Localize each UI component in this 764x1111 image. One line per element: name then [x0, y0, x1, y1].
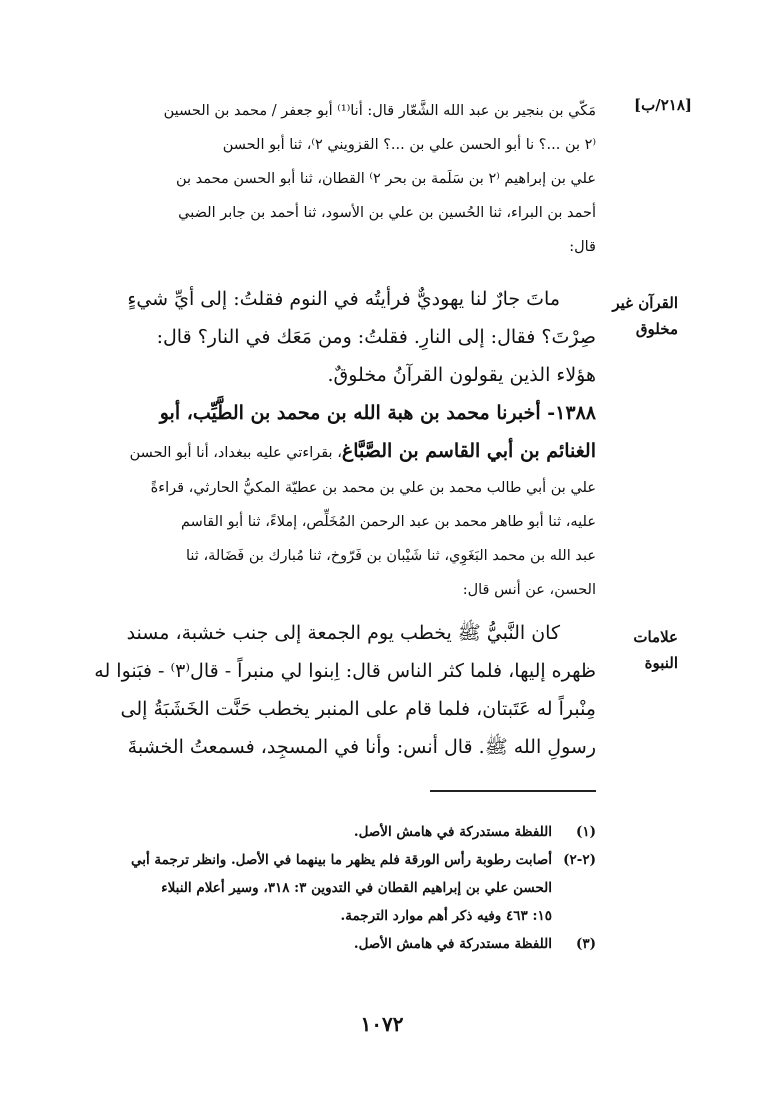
hadith-heading-line	[92, 432, 596, 471]
footnote-continuation: الحسن علي بن إبراهيم القطان في التدوين ٣: ٣١٨، وسير أعلام النبلاء	[161, 880, 552, 896]
text-line: الحسن، عن أنس قال:	[462, 582, 596, 598]
footnotes	[92, 818, 596, 958]
hadith-heading-tail: ، بقراءتي عليه ببغداد، أنا أبو الحسن	[129, 445, 342, 461]
footnote	[92, 930, 596, 958]
text-line: مِنْبراً له عَتَبتان، فلما قام على المنبر يخطب حَنَّت الخَشَبَةُ إلى	[120, 698, 596, 720]
footnote-text: أصابت رطوبة رأس الورقة فلم يظهر ما بينهما في الأصل. وانظر ترجمة أبي	[130, 852, 552, 868]
footnote-number: (١)	[575, 824, 596, 840]
text-line: ظهره إليها، فلما كثر الناس قال: اِبنوا لي منبراً - قال⁽٣⁾ - فبَنوا له	[94, 660, 596, 682]
text-line: ⁽٢ بن ...؟ نا أبو الحسن علي بن ...؟ القزويني ٢⁾، ثنا أبو الحسن	[222, 137, 596, 153]
text-line: عليه، ثنا أبو طاهر محمد بن عبد الرحمن المُخَلِّص، إملاءً، ثنا أبو القاسم	[180, 514, 596, 530]
hadith-heading-line: ١٣٨٨- أخبرنا محمد بن هبة الله بن محمد بن الطَّيِّب، أبو	[159, 402, 596, 424]
matn-paragraph-2	[92, 614, 596, 766]
text-line: أحمد بن البراء، ثنا الحُسين بن علي بن الأسود، ثنا أحمد بن جابر الضبي	[178, 205, 596, 221]
text-line: هؤلاء الذين يقولون القرآنُ مخلوقٌ.	[327, 364, 596, 386]
footnote	[92, 846, 596, 874]
matn-paragraph-1	[92, 280, 596, 394]
text-line: صِرْتَ؟ فقال: إلى النارِ. فقلتُ: ومن مَعَك في النار؟ قال:	[156, 326, 596, 348]
margin-note-quran	[604, 290, 678, 342]
isnad-paragraph-1	[92, 94, 596, 264]
margin-note-line: مخلوق	[635, 320, 678, 338]
margin-note-prophecy: علامات النبوة	[633, 628, 678, 672]
hadith-heading-text: الغنائم بن أبي القاسم بن الصَّبَّاغ	[341, 440, 596, 462]
footnote-continuation: ١٥: ٤٦٣ وفيه ذكر أهم موارد الترجمة.	[340, 908, 552, 924]
footnote-divider	[430, 790, 596, 792]
text-line: قال:	[569, 239, 596, 255]
text-line: علي بن إبراهيم ⁽٢ بن سَلَمة بن بحر ٢⁾ القطان، ثنا أبو الحسن محمد بن	[175, 171, 596, 187]
text-line: ماتَ جارٌ لنا يهوديٌّ فرأيتُه في النوم فقلتُ: إلى أيِّ شيءٍ	[127, 288, 560, 310]
page-number: ١٠٧٢	[360, 1012, 404, 1036]
footnote-text: اللفظة مستدركة في هامش الأصل.	[353, 936, 552, 952]
margin-note-line: القرآن غير	[612, 294, 678, 312]
text-line: علي بن أبي طالب محمد بن علي بن محمد بن عطيّة المكيُّ الحارثي، قراءةً	[150, 480, 596, 496]
text-line: كان النَّبيُّ ﷺ يخطب يوم الجمعة إلى جنب خشبة، مسند	[126, 622, 560, 644]
footnote-text: اللفظة مستدركة في هامش الأصل.	[353, 824, 552, 840]
folio-reference: [٢١٨/ب]	[634, 96, 692, 114]
footnote	[92, 818, 596, 846]
text-line: رسولِ الله ﷺ. قال أنس: وأنا في المسجِد، فسمعتُ الخشبةَ	[127, 736, 596, 758]
footnote-number: (٣)	[575, 936, 596, 952]
text-line: مَكّي بن بنجير بن عبد الله الشَّعّار قال: أنا⁽¹⁾ أبو جعفر / محمد بن الحسين	[163, 103, 596, 119]
text-line: عبد الله بن محمد البَغَوِي، ثنا شَيْبان بن فَرّوخ، ثنا مُبارك بن فَضَالة، ثنا	[186, 548, 596, 564]
footnote-number: (٢-٢)	[563, 852, 596, 868]
hadith-1388	[92, 394, 596, 607]
